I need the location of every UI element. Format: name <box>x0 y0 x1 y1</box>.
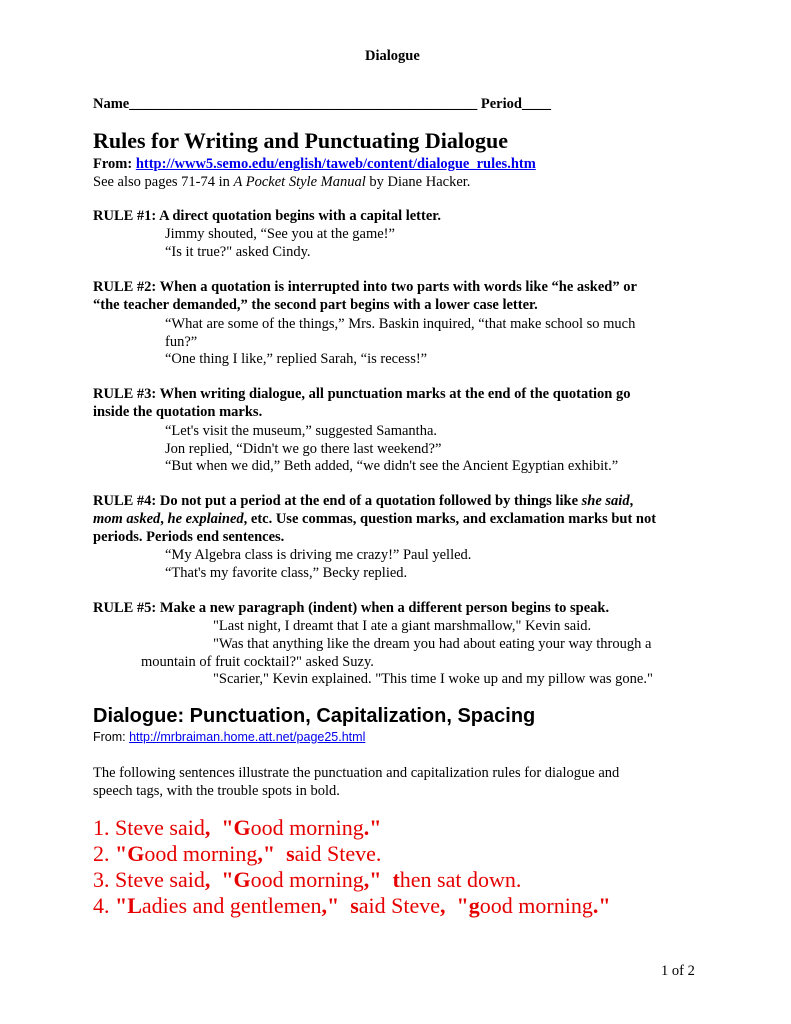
example-2-close: ," <box>257 841 276 866</box>
rule-4-example-2: “That's my favorite class,” Becky replied. <box>165 565 408 581</box>
name-field[interactable]: ________________________________________________ <box>129 96 478 112</box>
rule-3-line-2: inside the quotation marks. <box>93 404 263 420</box>
rule-5-example-1: "Last night, I dreamt that I ate a giant marshmallow," Kevin said. <box>213 618 592 634</box>
rule-4-sep: , <box>160 511 168 527</box>
rule-1-example-2: “Is it true?" asked Cindy. <box>165 244 311 260</box>
example-3-space <box>210 867 221 892</box>
rule-4-em-3: he explained <box>167 511 244 527</box>
book-title: A Pocket Style Manual <box>233 174 366 190</box>
rule-5-example-2b: mountain of fruit cocktail?" asked Suzy. <box>141 654 374 670</box>
see-also-prefix: See also pages 71-74 in <box>93 174 234 190</box>
rule-4-text: RULE #4: Do not put a period at the end of a quotation followed by things like <box>93 493 582 509</box>
intro-line-1: The following sentences illustrate the punctuation and capitalization rules for dialogue and <box>93 765 620 781</box>
rule-4-text-2: , etc. Use commas, question marks, and exclamation marks but not <box>243 511 657 527</box>
rule-4-punct: , <box>629 493 634 509</box>
example-3-words: ood morning <box>250 867 364 892</box>
rule-3-example-2: Jon replied, “Didn't we go there last weekend?” <box>165 441 442 457</box>
rule-3-example-3: “But when we did,” Beth added, “we didn't see the Ancient Egyptian exhibit.” <box>165 458 619 474</box>
source-link-2[interactable]: http://mrbraiman.home.att.net/page25.html <box>129 730 366 744</box>
example-4-close-2: ." <box>592 893 611 918</box>
example-4-open-2: "g <box>456 893 480 918</box>
example-4-tag: aid Steve <box>358 893 441 918</box>
rule-4-example-1: “My Algebra class is driving me crazy!” Paul yelled. <box>165 547 472 563</box>
rule-4-em-2: mom asked <box>93 511 161 527</box>
example-1 <box>93 815 381 841</box>
example-4-comma: , <box>440 893 446 918</box>
example-2-space <box>275 841 286 866</box>
example-3-lead: 3. Steve said <box>93 867 205 892</box>
section-heading-punctuation: Dialogue: Punctuation, Capitalization, Spacing <box>93 705 536 727</box>
rule-2-line-2: “the teacher demanded,” the second part begins with a lower case letter. <box>93 297 538 313</box>
from-label-2: From: <box>93 730 130 744</box>
example-4-space-2 <box>446 893 457 918</box>
example-3 <box>93 867 521 893</box>
rule-1: RULE #1: A direct quotation begins with a capital letter. <box>93 208 442 224</box>
example-1-space <box>210 815 221 840</box>
example-1-comma: , <box>204 815 211 840</box>
rule-3-example-1: “Let's visit the museum,” suggested Samantha. <box>165 423 438 439</box>
source-link[interactable]: http://www5.semo.edu/english/taweb/content/dialogue_rules.htm <box>135 156 536 172</box>
name-label: Name <box>93 96 130 112</box>
example-2-tag-letter: s <box>286 841 295 866</box>
rule-2-line-1: RULE #2: When a quotation is interrupted into two parts with words like “he asked” or <box>93 279 637 295</box>
name-period-line <box>93 95 551 113</box>
rule-2-example-2: “One thing I like,” replied Sarah, “is recess!” <box>165 351 428 367</box>
rule-4-line-1 <box>93 492 633 510</box>
intro-line-2: speech tags, with the trouble spots in bold. <box>93 783 340 799</box>
from-label: From: <box>93 156 133 172</box>
example-4-space <box>339 893 350 918</box>
example-1-open: "G <box>221 815 251 840</box>
example-4-tag-letter: s <box>350 893 359 918</box>
example-3-open: "G <box>221 867 251 892</box>
period-field[interactable]: ____ <box>521 96 551 112</box>
rule-5: RULE #5: Make a new paragraph (indent) when a different person begins to speak. <box>93 600 610 616</box>
see-also-suffix: by Diane Hacker. <box>365 174 471 190</box>
example-2-words: ood morning <box>144 841 258 866</box>
example-2-lead: 2. <box>93 841 115 866</box>
rule-1-example-1: Jimmy shouted, “See you at the game!” <box>165 226 395 242</box>
rule-4-line-2 <box>93 510 656 528</box>
example-1-words: ood morning <box>250 815 364 840</box>
rule-2-example-1b: fun?” <box>165 334 198 350</box>
example-2 <box>93 841 381 867</box>
example-3-space-2 <box>381 867 392 892</box>
rule-5-example-3: "Scarier," Kevin explained. "This time I woke up and my pillow was gone." <box>213 671 653 687</box>
example-2-open: "G <box>115 841 145 866</box>
example-3-tag: hen sat down. <box>399 867 522 892</box>
example-3-close: ," <box>363 867 382 892</box>
rule-4-em-1: she said <box>581 493 630 509</box>
example-4-words: adies and gentlemen <box>141 893 322 918</box>
page-number: 1 of 2 <box>661 963 695 979</box>
rule-4-line-3: periods. Periods end sentences. <box>93 529 285 545</box>
period-label: Period <box>480 96 522 112</box>
example-4-close: ," <box>321 893 340 918</box>
document-title: Dialogue <box>365 48 420 64</box>
example-4-open: "L <box>115 893 142 918</box>
example-1-lead: 1. Steve said <box>93 815 205 840</box>
example-3-tag-letter: t <box>392 867 400 892</box>
example-4 <box>93 893 611 919</box>
rule-5-example-2a: "Was that anything like the dream you had about eating your way through a <box>213 636 652 652</box>
rule-2-example-1a: “What are some of the things,” Mrs. Baskin inquired, “that make school so much <box>165 316 636 332</box>
example-2-tag: aid Steve. <box>294 841 382 866</box>
source-line <box>93 155 536 173</box>
see-also-line <box>93 173 470 191</box>
example-1-close: ." <box>363 815 382 840</box>
example-4-lead: 4. <box>93 893 115 918</box>
section-heading-rules: Rules for Writing and Punctuating Dialogue <box>93 128 509 153</box>
example-4-words-2: ood morning <box>479 893 593 918</box>
rule-3-line-1: RULE #3: When writing dialogue, all punctuation marks at the end of the quotation go <box>93 386 631 402</box>
source-line-2 <box>93 729 365 745</box>
example-3-comma: , <box>204 867 211 892</box>
